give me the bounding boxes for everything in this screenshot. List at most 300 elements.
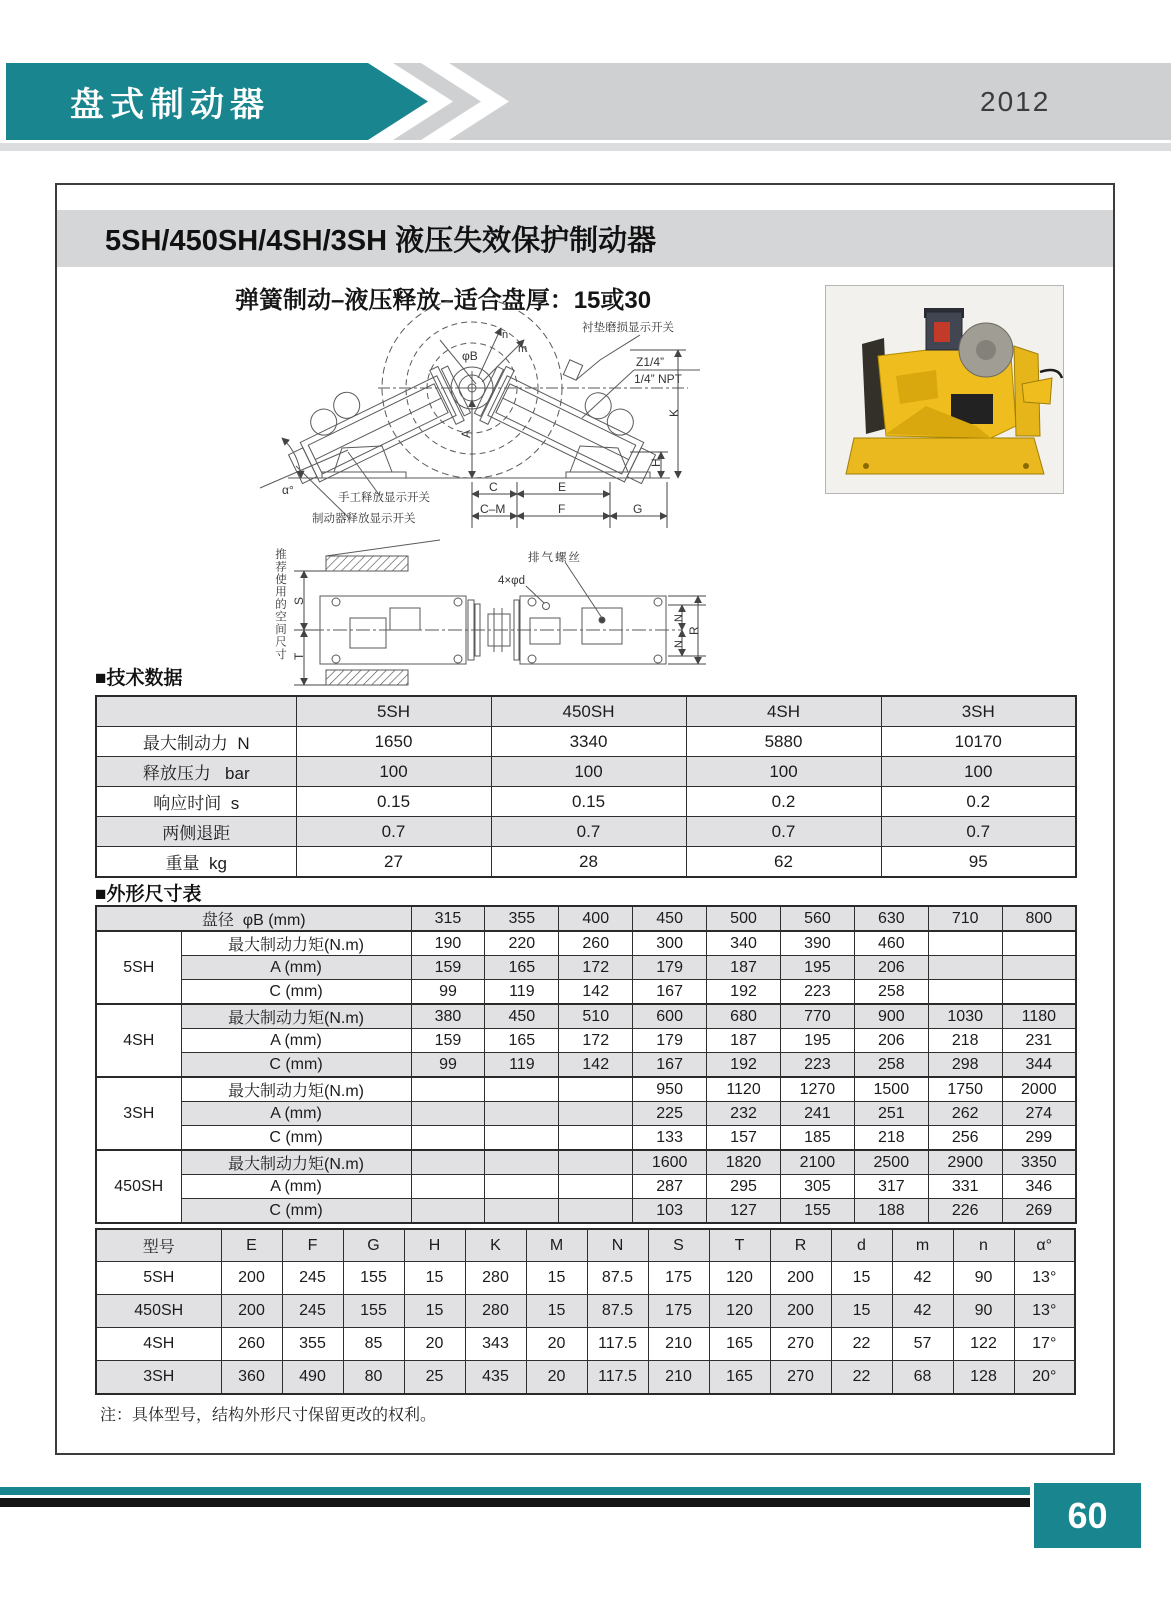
dim-value-cell: 192	[707, 980, 781, 1005]
header-substripe	[0, 143, 1171, 151]
model-col-header: K	[465, 1229, 526, 1262]
dim-value-cell	[485, 1126, 559, 1151]
tech-data-row	[96, 757, 1076, 787]
model-value-cell: 280	[465, 1295, 526, 1328]
model-value-cell: 117.5	[587, 1361, 648, 1395]
model-value-cell: 15	[526, 1262, 587, 1295]
dim-header-row	[96, 906, 1076, 931]
dim-value-cell: 195	[780, 1029, 854, 1053]
footer-black-stripe	[0, 1498, 1030, 1507]
model-value-cell: 90	[953, 1295, 1014, 1328]
dim-value-cell: 260	[559, 931, 633, 956]
dim-row-label: 最大制动力矩(N.m)	[181, 1004, 411, 1029]
model-value-cell: 165	[709, 1328, 770, 1361]
banner-title: 盘式制动器	[70, 86, 270, 124]
label-dim-g: G	[633, 502, 643, 516]
model-name-cell: 3SH	[96, 1361, 221, 1395]
dim-value-cell: 770	[780, 1004, 854, 1029]
dim-value-cell: 127	[707, 1199, 781, 1224]
dim-row-label: A (mm)	[181, 1102, 411, 1126]
model-col-header: M	[526, 1229, 587, 1262]
model-value-cell: 175	[648, 1262, 709, 1295]
model-value-cell: 13°	[1014, 1262, 1075, 1295]
model-value-cell: 57	[892, 1328, 953, 1361]
dim-value-cell: 298	[928, 1053, 1002, 1078]
dim-value-cell: 195	[780, 956, 854, 980]
technical-drawing	[230, 300, 730, 695]
dim-model-cell: 5SH	[96, 931, 181, 1004]
dim-data-row	[96, 1053, 1076, 1078]
tech-row-label: 最大制动力 N	[96, 727, 296, 757]
model-col-header: F	[282, 1229, 343, 1262]
dim-value-cell: 450	[485, 1004, 559, 1029]
dim-value-cell: 510	[559, 1004, 633, 1029]
tech-value-cell: 28	[491, 847, 686, 878]
dim-value-cell: 1600	[633, 1150, 707, 1175]
tech-value-cell: 0.7	[881, 817, 1076, 847]
dim-value-cell	[485, 1077, 559, 1102]
dim-value-cell: 142	[559, 1053, 633, 1078]
dim-value-cell	[928, 931, 1002, 956]
dim-value-cell: 226	[928, 1199, 1002, 1224]
dim-value-cell	[559, 1126, 633, 1151]
model-value-cell: 15	[526, 1295, 587, 1328]
page-title: 5SH/450SH/4SH/3SH 液压失效保护制动器	[105, 225, 657, 257]
dim-value-cell: 680	[707, 1004, 781, 1029]
dim-value-cell: 258	[854, 980, 928, 1005]
dim-value-cell: 223	[780, 1053, 854, 1078]
tech-value-cell: 0.15	[296, 787, 491, 817]
dim-value-cell: 1180	[1002, 1004, 1076, 1029]
model-col-header: α°	[1014, 1229, 1075, 1262]
side-view-linework	[310, 540, 682, 685]
dim-value-cell: 241	[780, 1102, 854, 1126]
dim-data-row	[96, 980, 1076, 1005]
label-phi-b: φB	[462, 349, 478, 363]
dim-value-cell: 317	[854, 1175, 928, 1199]
dim-value-cell	[559, 1175, 633, 1199]
dim-value-cell	[485, 1175, 559, 1199]
dim-value-cell: 187	[707, 1029, 781, 1053]
dim-value-cell	[411, 1199, 485, 1224]
dim-value-cell	[559, 1150, 633, 1175]
dim-value-cell: 3350	[1002, 1150, 1076, 1175]
dim-data-row	[96, 1102, 1076, 1126]
tech-value-cell: 0.2	[686, 787, 881, 817]
model-data-row	[96, 1295, 1075, 1328]
dim-value-cell: 185	[780, 1126, 854, 1151]
model-value-cell: 200	[770, 1262, 831, 1295]
dim-value-cell: 269	[1002, 1199, 1076, 1224]
dim-value-cell: 179	[633, 1029, 707, 1053]
dim-value-cell: 192	[707, 1053, 781, 1078]
model-value-cell: 175	[648, 1295, 709, 1328]
model-col-header: d	[831, 1229, 892, 1262]
tech-value-cell: 5880	[686, 727, 881, 757]
dim-value-cell	[928, 956, 1002, 980]
model-value-cell: 15	[404, 1295, 465, 1328]
tech-row-label: 两侧退距	[96, 817, 296, 847]
model-value-cell: 90	[953, 1262, 1014, 1295]
label-dim-m: m	[518, 343, 528, 355]
model-data-row	[96, 1361, 1075, 1395]
dim-value-cell	[1002, 956, 1076, 980]
dim-value-cell	[559, 1199, 633, 1224]
model-value-cell: 260	[221, 1328, 282, 1361]
dim-value-cell: 159	[411, 1029, 485, 1053]
tech-col-header: 450SH	[491, 696, 686, 727]
dim-value-cell: 900	[854, 1004, 928, 1029]
tech-data-heading: ■技术数据	[95, 668, 183, 689]
year-label: 2012	[980, 86, 1051, 117]
dim-diameter-label: 盘径 φB (mm)	[96, 906, 411, 931]
model-col-header: 型号	[96, 1229, 221, 1262]
dim-value-cell	[928, 980, 1002, 1005]
tech-data-row	[96, 727, 1076, 757]
dim-value-cell: 225	[633, 1102, 707, 1126]
dim-value-cell: 165	[485, 956, 559, 980]
tech-value-cell: 0.7	[296, 817, 491, 847]
dim-value-cell: 340	[707, 931, 781, 956]
dim-value-cell: 99	[411, 980, 485, 1005]
dim-value-cell	[411, 1126, 485, 1151]
tech-value-cell: 27	[296, 847, 491, 878]
dim-value-cell: 187	[707, 956, 781, 980]
dim-value-cell: 1750	[928, 1077, 1002, 1102]
model-value-cell: 87.5	[587, 1262, 648, 1295]
model-name-cell: 5SH	[96, 1262, 221, 1295]
model-col-header: G	[343, 1229, 404, 1262]
dimensions-table	[95, 905, 1077, 1224]
model-value-cell: 155	[343, 1295, 404, 1328]
label-dim-c: C	[489, 480, 498, 494]
dim-value-cell	[485, 1150, 559, 1175]
model-col-header: T	[709, 1229, 770, 1262]
dim-value-cell: 223	[780, 980, 854, 1005]
model-value-cell: 355	[282, 1328, 343, 1361]
dim-value-cell: 159	[411, 956, 485, 980]
model-value-cell: 245	[282, 1295, 343, 1328]
label-brake-release: 制动器释放显示开关	[312, 513, 416, 525]
dim-value-cell: 188	[854, 1199, 928, 1224]
dim-value-cell: 165	[485, 1029, 559, 1053]
tech-value-cell: 1650	[296, 727, 491, 757]
dim-value-cell: 119	[485, 980, 559, 1005]
dim-value-cell: 1270	[780, 1077, 854, 1102]
label-dim-s: S	[292, 596, 306, 605]
tech-col-header: 4SH	[686, 696, 881, 727]
dim-value-cell: 256	[928, 1126, 1002, 1151]
model-value-cell: 120	[709, 1295, 770, 1328]
model-value-cell: 490	[282, 1361, 343, 1395]
model-value-cell: 165	[709, 1361, 770, 1395]
tech-data-table	[95, 695, 1077, 878]
model-value-cell: 20°	[1014, 1361, 1075, 1395]
label-dim-h: H	[649, 458, 663, 467]
model-value-cell: 20	[404, 1328, 465, 1361]
tech-col-header: 3SH	[881, 696, 1076, 727]
dim-data-row	[96, 1199, 1076, 1224]
dim-value-cell: 950	[633, 1077, 707, 1102]
dim-value-cell: 1030	[928, 1004, 1002, 1029]
product-photo	[825, 285, 1064, 494]
model-value-cell: 270	[770, 1328, 831, 1361]
label-manual-release: 手工释放显示开关	[338, 492, 430, 504]
model-value-cell: 210	[648, 1328, 709, 1361]
dim-diameter-value: 400	[559, 906, 633, 931]
dim-value-cell	[1002, 931, 1076, 956]
dim-value-cell: 231	[1002, 1029, 1076, 1053]
model-data-row	[96, 1328, 1075, 1361]
model-value-cell: 15	[831, 1295, 892, 1328]
tech-value-cell: 95	[881, 847, 1076, 878]
dim-value-cell	[411, 1077, 485, 1102]
model-col-header: S	[648, 1229, 709, 1262]
dim-value-cell: 251	[854, 1102, 928, 1126]
label-port-thread-npt: 1/4” NPT	[634, 372, 683, 386]
model-value-cell: 435	[465, 1361, 526, 1395]
dim-data-row	[96, 931, 1076, 956]
dim-value-cell: 99	[411, 1053, 485, 1078]
tech-row-label: 响应时间 s	[96, 787, 296, 817]
tech-data-row	[96, 847, 1076, 878]
dim-value-cell: 1120	[707, 1077, 781, 1102]
dim-value-cell: 155	[780, 1199, 854, 1224]
tech-value-cell: 62	[686, 847, 881, 878]
label-dim-a: A	[459, 429, 473, 438]
dim-value-cell: 258	[854, 1053, 928, 1078]
tech-value-cell: 100	[881, 757, 1076, 787]
label-bolt-holes: 4×φd	[498, 575, 525, 587]
dim-value-cell: 220	[485, 931, 559, 956]
model-value-cell: 270	[770, 1361, 831, 1395]
model-value-cell: 15	[404, 1262, 465, 1295]
dim-value-cell	[411, 1175, 485, 1199]
dim-value-cell: 103	[633, 1199, 707, 1224]
dim-value-cell: 172	[559, 956, 633, 980]
model-value-cell: 80	[343, 1361, 404, 1395]
label-dim-n1: N	[673, 614, 685, 622]
tech-value-cell: 0.7	[686, 817, 881, 847]
dim-value-cell: 2500	[854, 1150, 928, 1175]
dim-diameter-value: 630	[854, 906, 928, 931]
dim-value-cell: 172	[559, 1029, 633, 1053]
model-value-cell: 87.5	[587, 1295, 648, 1328]
label-pad-wear-switch: 衬垫磨损显示开关	[582, 322, 674, 334]
label-dim-r: R	[687, 626, 701, 635]
model-value-cell: 120	[709, 1262, 770, 1295]
model-value-cell: 42	[892, 1295, 953, 1328]
model-value-cell: 155	[343, 1262, 404, 1295]
dim-value-cell: 179	[633, 956, 707, 980]
dim-data-row	[96, 1004, 1076, 1029]
model-value-cell: 17°	[1014, 1328, 1075, 1361]
model-dimensions-table	[95, 1228, 1076, 1395]
model-value-cell: 13°	[1014, 1295, 1075, 1328]
dim-value-cell: 305	[780, 1175, 854, 1199]
tech-value-cell: 100	[491, 757, 686, 787]
model-col-header: H	[404, 1229, 465, 1262]
dim-value-cell: 133	[633, 1126, 707, 1151]
dim-value-cell: 119	[485, 1053, 559, 1078]
dim-model-cell: 3SH	[96, 1077, 181, 1150]
dim-row-label: 最大制动力矩(N.m)	[181, 1150, 411, 1175]
footer-teal-stripe	[0, 1487, 1030, 1495]
dim-row-label: C (mm)	[181, 1053, 411, 1078]
dim-value-cell: 274	[1002, 1102, 1076, 1126]
model-col-header: n	[953, 1229, 1014, 1262]
dim-diameter-value: 710	[928, 906, 1002, 931]
tech-data-row	[96, 787, 1076, 817]
dim-data-row	[96, 1126, 1076, 1151]
model-value-cell: 200	[221, 1262, 282, 1295]
dim-data-row	[96, 1077, 1076, 1102]
dim-value-cell	[1002, 980, 1076, 1005]
label-dim-f: F	[558, 502, 566, 516]
tech-col-header: 5SH	[296, 696, 491, 727]
label-dim-t: T	[292, 652, 306, 660]
model-value-cell: 20	[526, 1361, 587, 1395]
dim-row-label: 最大制动力矩(N.m)	[181, 1077, 411, 1102]
dim-value-cell: 167	[633, 1053, 707, 1078]
label-dim-n2: N	[673, 640, 685, 648]
tech-value-cell: 0.2	[881, 787, 1076, 817]
model-value-cell: 360	[221, 1361, 282, 1395]
dim-data-row	[96, 1029, 1076, 1053]
tech-value-cell: 100	[296, 757, 491, 787]
dim-value-cell	[485, 1102, 559, 1126]
dim-value-cell: 167	[633, 980, 707, 1005]
tech-value-cell: 3340	[491, 727, 686, 757]
model-value-cell: 343	[465, 1328, 526, 1361]
dim-value-cell: 344	[1002, 1053, 1076, 1078]
dim-row-label: A (mm)	[181, 956, 411, 980]
subtitle: 弹簧制动–液压释放–适合盘厚：15或30	[235, 287, 652, 314]
tech-header-row	[96, 696, 1076, 727]
dim-value-cell: 600	[633, 1004, 707, 1029]
model-value-cell: 68	[892, 1361, 953, 1395]
dim-value-cell: 2100	[780, 1150, 854, 1175]
model-value-cell: 85	[343, 1328, 404, 1361]
dim-value-cell: 460	[854, 931, 928, 956]
tech-data-row	[96, 817, 1076, 847]
dim-value-cell: 1820	[707, 1150, 781, 1175]
dim-value-cell: 380	[411, 1004, 485, 1029]
dim-value-cell: 206	[854, 1029, 928, 1053]
dim-value-cell	[559, 1102, 633, 1126]
dim-row-label: A (mm)	[181, 1029, 411, 1053]
dim-value-cell	[411, 1150, 485, 1175]
model-value-cell: 245	[282, 1262, 343, 1295]
tech-value-cell: 0.15	[491, 787, 686, 817]
dim-value-cell: 218	[854, 1126, 928, 1151]
tech-value-cell: 100	[686, 757, 881, 787]
dim-model-cell: 4SH	[96, 1004, 181, 1077]
dim-diameter-value: 500	[707, 906, 781, 931]
dim-data-row	[96, 956, 1076, 980]
model-col-header: R	[770, 1229, 831, 1262]
model-value-cell: 117.5	[587, 1328, 648, 1361]
model-value-cell: 200	[770, 1295, 831, 1328]
model-value-cell: 210	[648, 1361, 709, 1395]
dim-value-cell: 157	[707, 1126, 781, 1151]
dim-row-label: C (mm)	[181, 1126, 411, 1151]
dim-row-label: A (mm)	[181, 1175, 411, 1199]
dim-row-label: 最大制动力矩(N.m)	[181, 931, 411, 956]
dim-value-cell: 287	[633, 1175, 707, 1199]
dim-diameter-value: 315	[411, 906, 485, 931]
model-value-cell: 200	[221, 1295, 282, 1328]
dim-value-cell: 300	[633, 931, 707, 956]
page-number: 60	[1034, 1483, 1141, 1548]
model-col-header: N	[587, 1229, 648, 1262]
dim-value-cell: 295	[707, 1175, 781, 1199]
dim-data-row	[96, 1150, 1076, 1175]
dim-data-row	[96, 1175, 1076, 1199]
model-value-cell: 42	[892, 1262, 953, 1295]
model-value-cell: 15	[831, 1262, 892, 1295]
tech-value-cell: 0.7	[491, 817, 686, 847]
dim-value-cell: 218	[928, 1029, 1002, 1053]
label-port-thread: Z1/4”	[636, 355, 665, 369]
label-dim-e: E	[558, 480, 567, 494]
dim-value-cell: 206	[854, 956, 928, 980]
label-space-dimensions: 推荐使用的空间尺寸	[274, 548, 286, 661]
model-value-cell: 128	[953, 1361, 1014, 1395]
dim-value-cell: 2000	[1002, 1077, 1076, 1102]
label-exhaust-screw: 排气螺丝	[528, 552, 582, 564]
dimensions-heading: ■外形尺寸表	[95, 884, 202, 905]
model-value-cell: 22	[831, 1361, 892, 1395]
model-col-header: m	[892, 1229, 953, 1262]
side-view-dimensions	[294, 571, 706, 685]
dim-diameter-value: 450	[633, 906, 707, 931]
model-data-row	[96, 1262, 1075, 1295]
model-col-header: E	[221, 1229, 282, 1262]
model-value-cell: 280	[465, 1262, 526, 1295]
dim-value-cell: 346	[1002, 1175, 1076, 1199]
tech-row-label: 重量 kg	[96, 847, 296, 878]
model-value-cell: 20	[526, 1328, 587, 1361]
dim-diameter-value: 560	[780, 906, 854, 931]
dim-value-cell: 262	[928, 1102, 1002, 1126]
dim-value-cell: 232	[707, 1102, 781, 1126]
dim-value-cell: 390	[780, 931, 854, 956]
dim-row-label: C (mm)	[181, 1199, 411, 1224]
label-dim-k: K	[667, 408, 681, 417]
dim-diameter-value: 800	[1002, 906, 1076, 931]
dim-value-cell: 1500	[854, 1077, 928, 1102]
label-dim-cm: C–M	[480, 502, 506, 516]
model-value-cell: 22	[831, 1328, 892, 1361]
dim-value-cell: 2900	[928, 1150, 1002, 1175]
dim-value-cell: 142	[559, 980, 633, 1005]
dim-value-cell	[485, 1199, 559, 1224]
model-value-cell: 25	[404, 1361, 465, 1395]
model-name-cell: 4SH	[96, 1328, 221, 1361]
model-value-cell: 122	[953, 1328, 1014, 1361]
tech-corner-cell	[96, 696, 296, 727]
label-dim-n: n	[502, 329, 509, 341]
footnote: 注：具体型号，结构外形尺寸保留更改的权利。	[100, 1407, 437, 1424]
dim-value-cell: 190	[411, 931, 485, 956]
title-band	[57, 210, 1113, 267]
dim-value-cell	[559, 1077, 633, 1102]
tech-value-cell: 10170	[881, 727, 1076, 757]
label-alpha: α°	[282, 483, 294, 497]
dim-row-label: C (mm)	[181, 980, 411, 1005]
banner-gray-band	[449, 63, 1171, 140]
